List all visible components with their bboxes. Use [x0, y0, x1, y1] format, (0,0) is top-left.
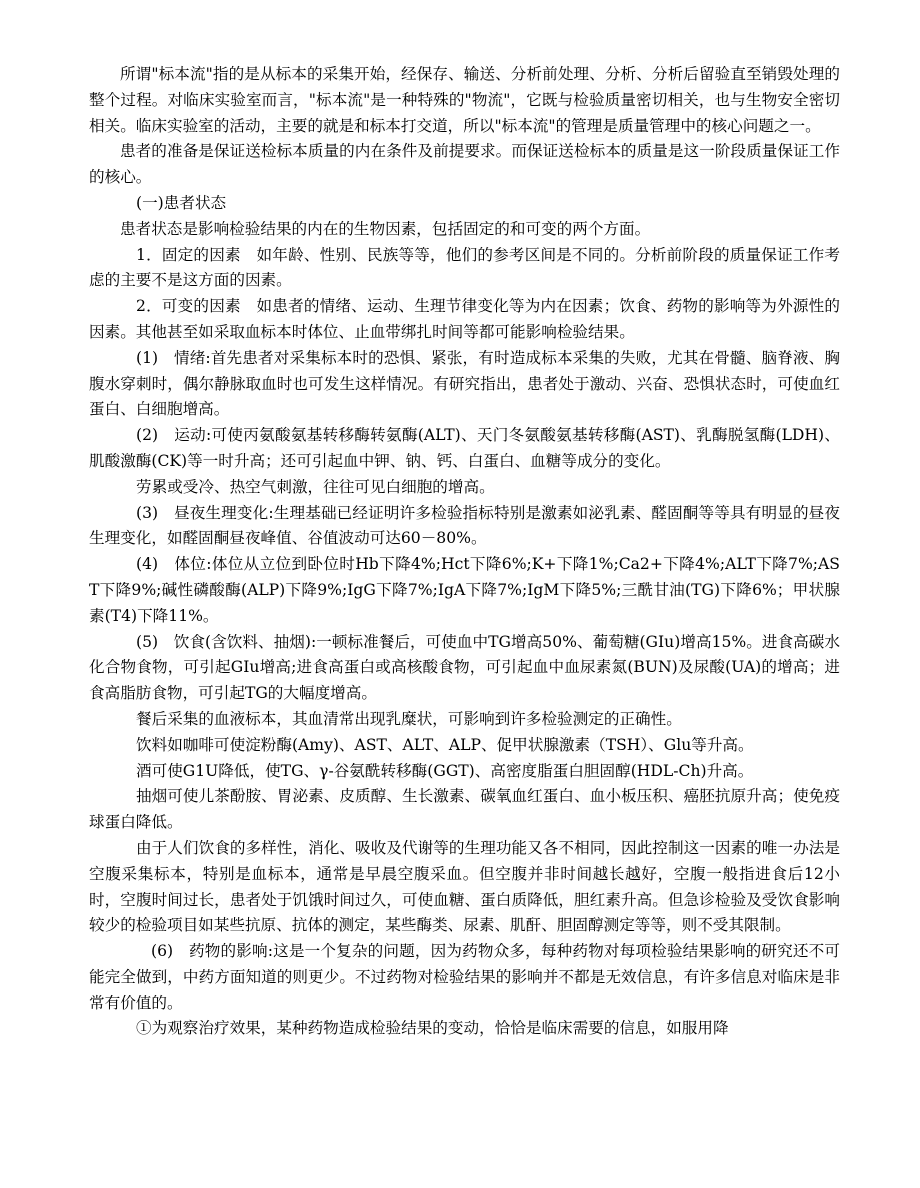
paragraph-specimen-flow-definition: 所谓"标本流"指的是从标本的采集开始，经保存、输送、分析前处理、分析、分析后留验直至销毁处理的整个过程。对临床实验室而言，"标本流"是一种特殊的"物流"，它既与检验质量密切相关，也与生物安全密切相关。临床实验室的活动，主要的就是和标本打交道，所以"标本流"的管理是质量管理中的核心问题之一。: [89, 65, 840, 135]
paragraph-coffee: 饮料如咖啡可使淀粉酶(Amy)、AST、ALT、ALP、促甲状腺激素（TSH）、Glu等升高。: [136, 735, 754, 754]
paragraph-emotion: (1) 情绪:首先患者对采集标本时的恐惧、紧张，有时造成标本采集的失败，尤其在骨髓、脑脊液、胸腹水穿刺时，偶尔静脉取血时也可发生这样情况。有研究指出，患者处于激动、兴奋、恐惧状态时，可使血红蛋白、白细胞增高。: [89, 348, 840, 419]
paragraph-patient-status: 患者状态是影响检验结果的内在的生物因素，包括固定的和可变的两个方面。: [120, 219, 651, 238]
paragraph-fatigue: 劳累或受冷、热空气刺激，往往可见白细胞的增高。: [136, 477, 495, 496]
paragraph-smoking: 抽烟可使儿茶酚胺、胃泌素、皮质醇、生长激素、碳氧血红蛋白、血小板压积、癌胚抗原升高；使免疫球蛋白降低。: [89, 787, 840, 832]
paragraph-diet: (5) 饮食(含饮料、抽烟):一顿标准餐后，可使血中TG增高50%、葡萄糖(GIu)增高15%。进食高碳水化合物食物，可引起GIu增高;进食高蛋白或高核酸食物，可引起血中血尿素氮(BUN)及尿酸(UA)的增高；进食高脂肪食物，可引起TG的大幅度增高。: [89, 632, 840, 703]
paragraph-variable-factors: 2．可变的因素 如患者的情绪、运动、生理节律变化等为内在因素；饮食、药物的影响等为外源性的因素。其他甚至如采取血标本时体位、止血带绑扎时间等都可能影响检验结果。: [89, 297, 840, 341]
paragraph-drug-effects: (6) 药物的影响:这是一个复杂的问题，因为药物众多，每种药物对每项检验结果影响的研究还不可能完全做到，中药方面知道的则更少。不过药物对检验结果的影响并不都是无效信息，有许多信息对临床是非常有价值的。: [89, 942, 840, 1012]
paragraph-exercise: (2) 运动:可使丙氨酸氨基转移酶转氨酶(ALT)、天门冬氨酸氨基转移酶(AST)、乳酶脱氢酶(LDH)、肌酸激酶(CK)等一时升高；还可引起血中钾、钠、钙、白蛋白、血糖等成分的变化。: [89, 426, 840, 470]
paragraph-postprandial: 餐后采集的血液标本，其血清常出现乳糜状，可影响到许多检验测定的正确性。: [136, 709, 682, 728]
paragraph-fixed-factors: 1．固定的因素 如年龄、性别、民族等等，他们的参考区间是不同的。分析前阶段的质量保证工作考虑的主要不是这方面的因素。: [89, 245, 840, 290]
paragraph-alcohol: 酒可使G1U降低，使TG、γ-谷氨酰转移酶(GGT)、高密度脂蛋白胆固醇(HDL-Ch)升高。: [136, 761, 754, 780]
paragraph-posture: (4) 体位:体位从立位到卧位时Hb下降4%;Hct下降6%;K+下降1%;Ca2+下降4%;ALT下降7%;AST下降9%;碱性磷酸酶(ALP)下降9%;IgG下降7%;IgA下降7%;IgM下降5%;三酰甘油(TG)下降6%；甲状腺素(T4)下降11%。: [89, 555, 840, 625]
paragraph-treatment-observation: ①为观察治疗效果，某种药物造成检验结果的变动，恰恰是临床需要的信息，如服用降: [136, 1019, 729, 1038]
paragraph-fasting: 由于人们饮食的多样性，消化、吸收及代谢等的生理功能又各不相同，因此控制这一因素的唯一办法是空腹采集标本，特别是血标本，通常是早晨空腹采血。但空腹并非时间越长越好，空腹一般指进食后12小时，空腹时间过长，患者处于饥饿时间过久，可使血糖、蛋白质降低，胆红素升高。但急诊检验及受饮食影响较少的检验项目如某些抗原、抗体的测定，某些酶类、尿素、肌酐、胆固醇测定等等，则不受其限制。: [89, 838, 840, 935]
paragraph-circadian: (3) 昼夜生理变化:生理基础已经证明许多检验指标特别是激素如泌乳素、醛固酮等等具有明显的昼夜生理变化，如醛固酮昼夜峰值、谷值波动可达60－80%。: [89, 503, 840, 548]
section-heading-patient-status: (一)患者状态: [136, 193, 227, 212]
paragraph-patient-preparation: 患者的准备是保证送检标本质量的内在条件及前提要求。而保证送检标本的质量是这一阶段质量保证工作的核心。: [89, 142, 840, 187]
